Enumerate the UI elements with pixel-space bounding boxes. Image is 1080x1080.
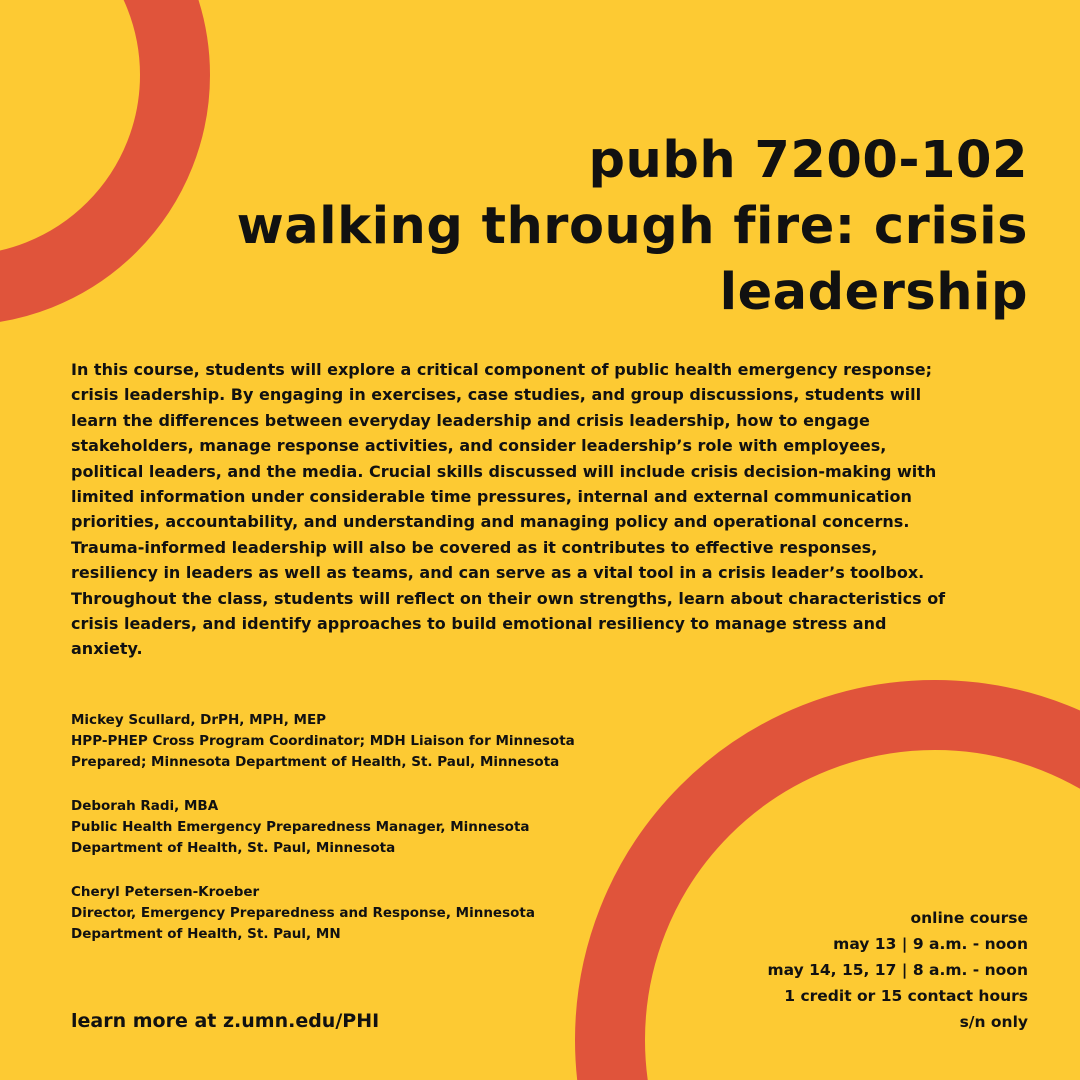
instructor-role-line: Public Health Emergency Preparedness Manager, Minnesota [71,819,530,835]
learn-more-link[interactable]: learn more at z.umn.edu/PHI [71,1010,380,1032]
schedule-other-days: may 14, 15, 17 | 8 a.m. - noon [767,961,1028,979]
instructor-1 [71,710,671,773]
course-credits: 1 credit or 15 contact hours [784,987,1028,1005]
instructor-role-line: Department of Health, St. Paul, Minnesota [71,840,396,856]
course-code: pubh 7200-102 [588,131,1028,190]
schedule-first-day: may 13 | 9 a.m. - noon [833,935,1028,953]
instructor-name: Mickey Scullard, DrPH, MPH, MEP [71,712,327,728]
instructor-list [71,710,671,968]
course-name-line-2: leadership [719,263,1028,322]
course-description: In this course, students will explore a critical component of public health emergency response; crisis leadership. By engaging in exercises, case studies, and group discussions, students will learn the differences between everyday leadership and crisis leadership, how to engage stakeholders, manage response activities, and consider leadership’s role with employees, political leaders, and the media. Crucial skills discussed will include crisis decision-making with limited information under considerable time pressures, internal and external communication priorities, accountability, and understanding and managing policy and operational concerns. Trauma-informed leadership will also be covered as it contributes to effective responses, resiliency in leaders as well as teams, and can serve as a vital tool in a crisis leader’s toolbox. Throughout the class, students will reflect on their own strengths, learn about characteristics of crisis leaders, and identify approaches to build emotional resiliency to manage stress and anxiety. [71,360,946,659]
instructor-role-line: HPP-PHEP Cross Program Coordinator; MDH Liaison for Minnesota [71,733,575,749]
grading-basis: s/n only [959,1013,1028,1031]
instructor-role-line: Director, Emergency Preparedness and Response, Minnesota [71,905,535,921]
instructor-name: Cheryl Petersen-Kroeber [71,884,260,900]
instructor-3 [71,882,671,945]
instructor-role-line: Prepared; Minnesota Department of Health, St. Paul, Minnesota [71,754,560,770]
instructor-name: Deborah Radi, MBA [71,798,219,814]
instructor-role-line: Department of Health, St. Paul, MN [71,926,341,942]
course-format: online course [910,909,1028,927]
course-name-line-1: walking through fire: crisis [236,197,1028,256]
course-info [767,905,1028,1035]
course-title [128,128,1028,326]
instructor-2 [71,796,671,859]
